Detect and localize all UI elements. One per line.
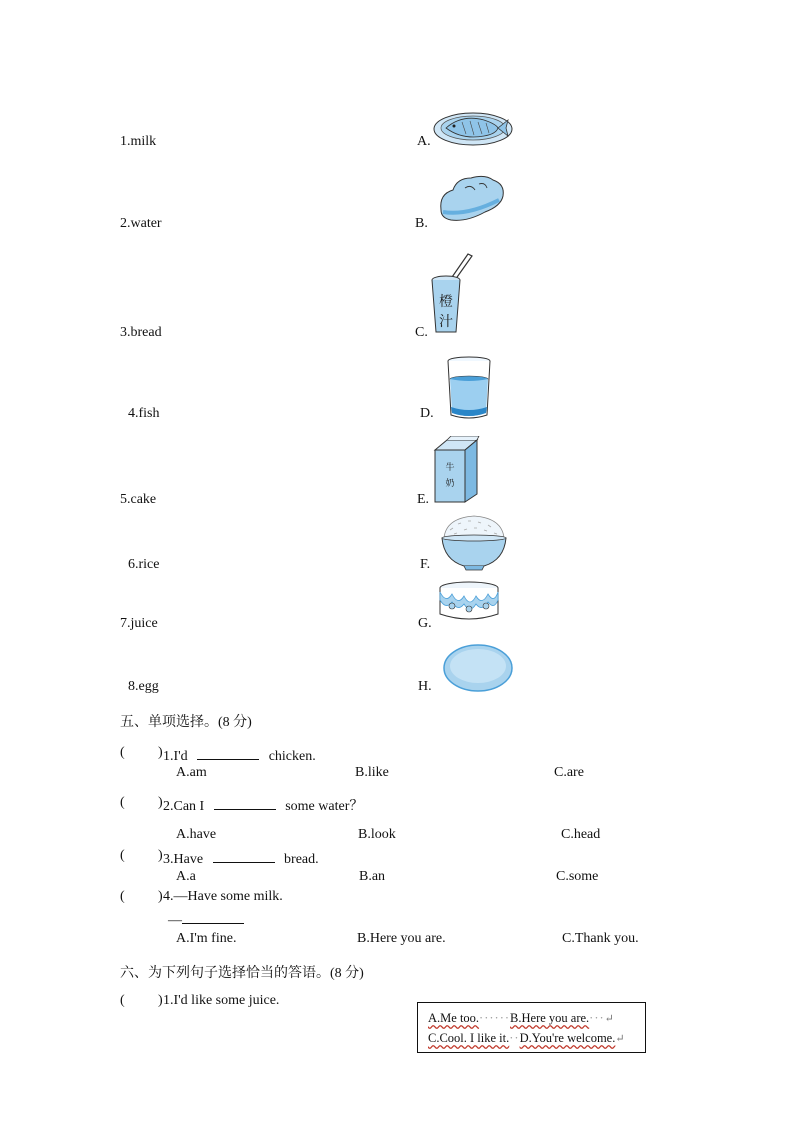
question-paren-open: ( [120, 889, 125, 904]
milk-carton-label-1: 牛 [445, 463, 455, 473]
milk-carton-icon [431, 436, 485, 504]
question-paren-close: ) [158, 848, 163, 863]
question-stem: 1.I'd like some juice. [163, 993, 280, 1008]
match-letter: D. [420, 406, 434, 421]
question-prefix: 1.I'd [163, 749, 188, 764]
option-c[interactable]: C.some [556, 869, 599, 884]
question-suffix: bread. [284, 852, 319, 867]
tab-leader: ······ [479, 1011, 511, 1025]
match-word: 5.cake [120, 492, 157, 507]
question-paren-close: ) [158, 889, 163, 904]
match-word: 1.milk [120, 134, 157, 149]
option-d[interactable]: D.You're welcome. [519, 1031, 616, 1045]
option-b[interactable]: B.like [355, 765, 389, 780]
option-a[interactable]: A.a [176, 869, 196, 884]
rice-bowl-icon [440, 512, 508, 572]
option-b[interactable]: B.Here you are. [510, 1011, 590, 1025]
return-mark-icon: ↵ [604, 1013, 614, 1025]
answer-blank[interactable] [213, 848, 275, 863]
option-b[interactable]: B.look [358, 827, 396, 842]
egg-icon [441, 642, 515, 694]
question-suffix: some water？ [285, 799, 364, 814]
question-stem [163, 795, 363, 815]
question-paren-open: ( [120, 795, 125, 810]
juice-cup-icon [428, 250, 478, 336]
option-b[interactable]: B.Here you are. [357, 931, 446, 946]
milk-carton-label-2: 奶 [445, 479, 455, 489]
reply-line [168, 909, 244, 929]
juice-cup-label-2: 汁 [439, 314, 453, 330]
question-paren-close: ) [158, 745, 163, 760]
match-word: 4.fish [128, 406, 160, 421]
water-glass-icon [445, 355, 495, 421]
tab-leader: ··· [589, 1011, 605, 1025]
fish-plate-icon [432, 104, 514, 148]
answer-blank[interactable] [182, 909, 244, 924]
question-paren-open: ( [120, 848, 125, 863]
match-letter: F. [420, 557, 431, 572]
match-letter: H. [418, 679, 432, 694]
question-stem: 4.—Have some milk. [163, 889, 283, 904]
option-a[interactable]: A.am [176, 765, 207, 780]
bread-loaf-icon [437, 170, 507, 226]
option-a[interactable]: A.have [176, 827, 217, 842]
option-c[interactable]: C.head [561, 827, 601, 842]
reply-dash: — [168, 913, 182, 928]
match-word: 2.water [120, 216, 162, 231]
juice-cup-label-1: 橙 [439, 294, 453, 310]
question-paren-close: ) [158, 795, 163, 810]
options-line-1 [428, 1011, 614, 1026]
question-stem [163, 745, 316, 765]
match-letter: E. [417, 492, 430, 507]
match-word: 7.juice [120, 616, 158, 631]
answer-blank[interactable] [214, 795, 276, 810]
match-letter: B. [415, 216, 428, 231]
question-stem [163, 848, 319, 868]
match-word: 3.bread [120, 325, 162, 340]
answer-blank[interactable] [197, 745, 259, 760]
question-suffix: chicken. [268, 749, 316, 764]
return-mark-icon: ↵ [615, 1033, 625, 1045]
question-prefix: 2.Can I [163, 799, 205, 814]
match-letter: C. [415, 325, 428, 340]
options-line-2 [428, 1031, 625, 1046]
question-paren-open: ( [120, 993, 125, 1008]
match-word: 6.rice [128, 557, 160, 572]
section-6-title: 六、为下列句子选择恰当的答语。(8 分) [120, 966, 364, 981]
match-word: 8.egg [128, 679, 159, 694]
option-a[interactable]: A.Me too. [428, 1011, 480, 1025]
option-a[interactable]: A.I'm fine. [176, 931, 237, 946]
answer-options-box [417, 1002, 646, 1053]
question-prefix: 3.Have [163, 852, 204, 867]
match-letter: A. [417, 134, 431, 149]
question-paren-close: ) [158, 993, 163, 1008]
question-paren-open: ( [120, 745, 125, 760]
option-c[interactable]: C.Thank you. [562, 931, 639, 946]
option-c[interactable]: C.Cool. I like it. [428, 1031, 510, 1045]
tab-leader: ·· [509, 1031, 520, 1045]
section-5-title: 五、单项选择。(8 分) [120, 715, 252, 730]
cake-icon [436, 578, 502, 626]
option-c[interactable]: C.are [554, 765, 584, 780]
option-b[interactable]: B.an [359, 869, 386, 884]
match-letter: G. [418, 616, 432, 631]
